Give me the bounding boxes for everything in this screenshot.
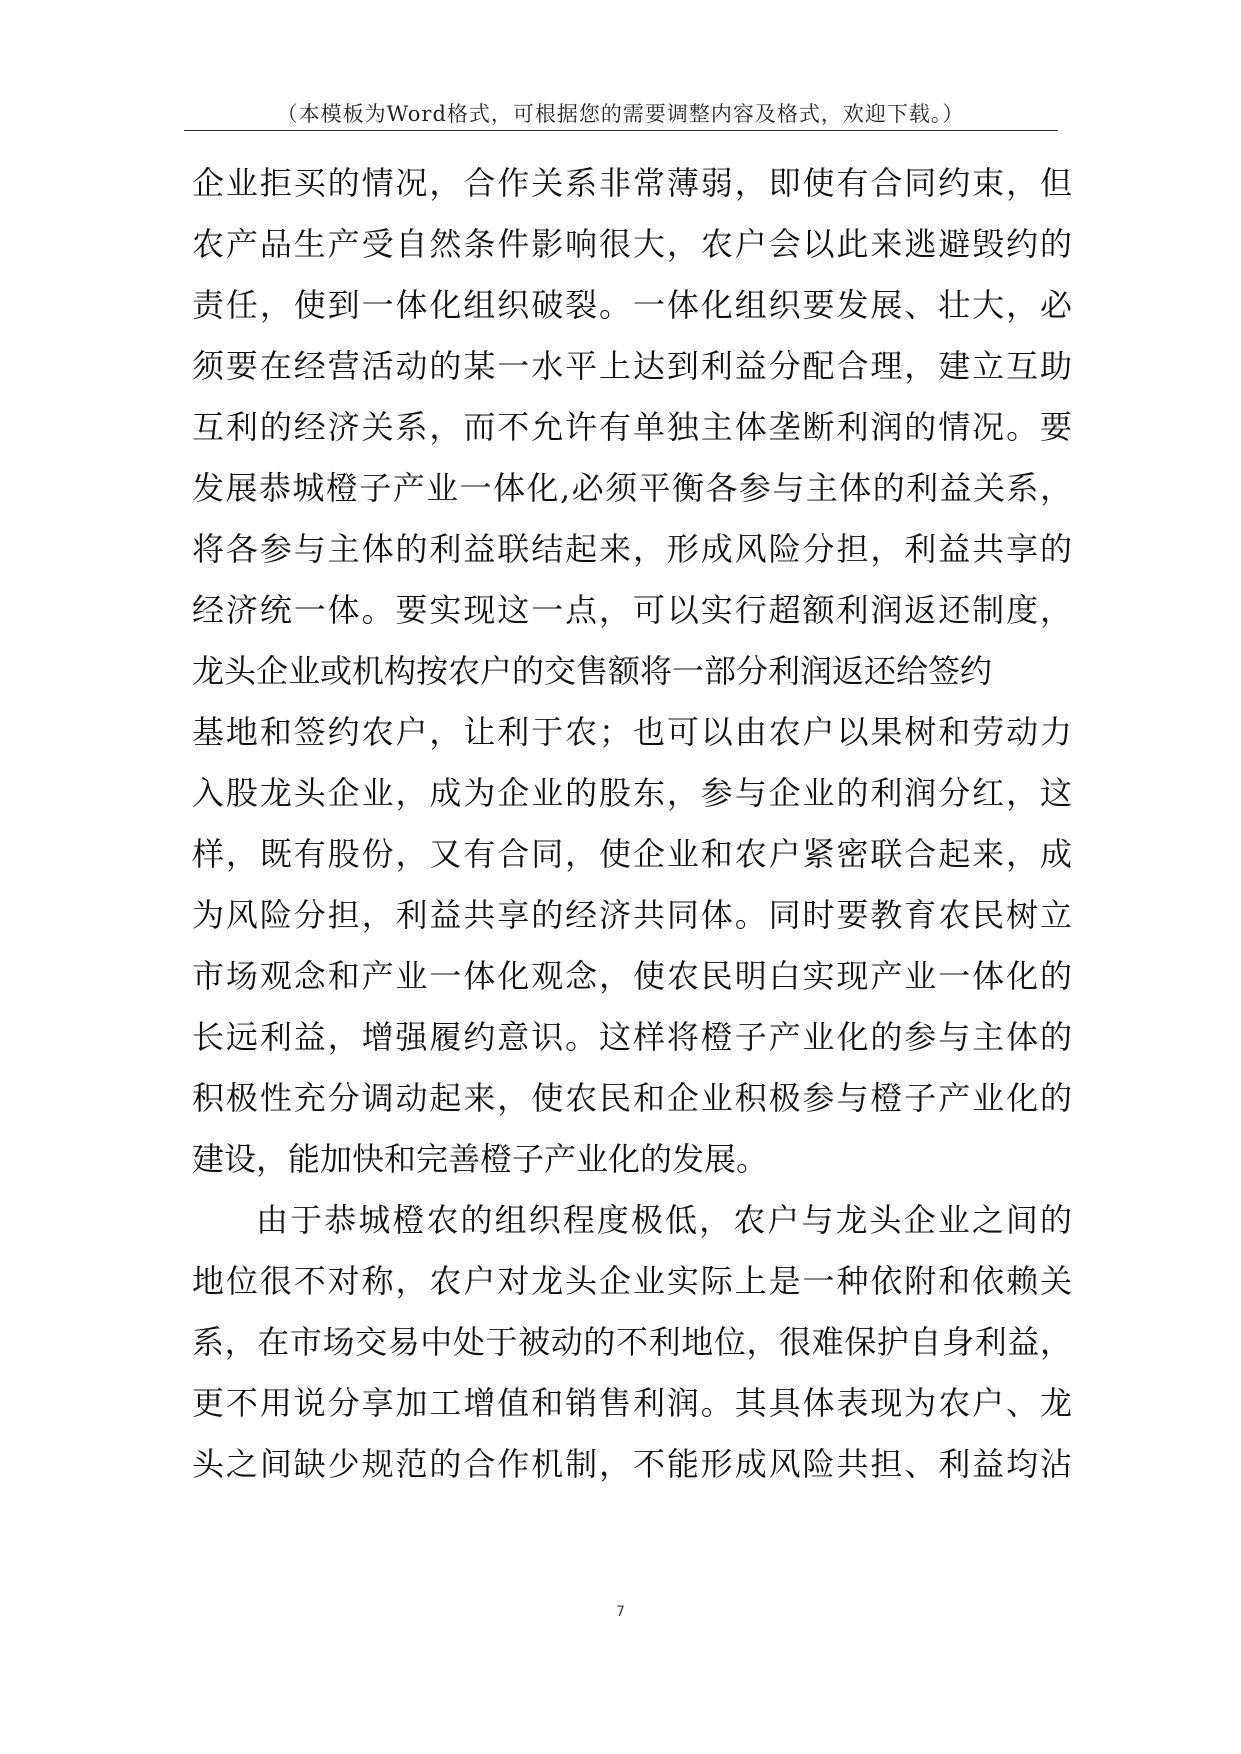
text-line: 市场观念和产业一体化观念，使农民明白实现产业一体化的 <box>192 957 1072 995</box>
text-line: 农产品生产受自然条件影响很大，农户会以此来逃避毁约的 <box>192 225 1072 263</box>
text-line: 系，在市场交易中处于被动的不利地位，很难保护自身利益， <box>192 1323 1072 1361</box>
text-line: 地位很不对称，农户对龙头企业实际上是一种依附和依赖关 <box>192 1262 1072 1300</box>
page-number: 7 <box>616 1604 625 1620</box>
header-divider <box>184 130 1058 131</box>
text-line: 更不用说分享加工增值和销售利润。其具体表现为农户、龙 <box>192 1384 1072 1422</box>
text-line: 建设，能加快和完善橙子产业化的发展。 <box>192 1140 769 1178</box>
text-line: 发展恭城橙子产业一体化,必须平衡各参与主体的利益关系， <box>192 469 1072 507</box>
text-line: 样，既有股份，又有合同，使企业和农户紧密联合起来，成 <box>192 835 1072 873</box>
text-line: 入股龙头企业，成为企业的股东，参与企业的利润分红，这 <box>192 774 1072 812</box>
text-line: 长远利益，增强履约意识。这样将橙子产业化的参与主体的 <box>192 1018 1072 1056</box>
text-line: 积极性充分调动起来，使农民和企业积极参与橙子产业化的 <box>192 1079 1072 1117</box>
text-line: 互利的经济关系，而不允许有单独主体垄断利润的情况。要 <box>192 408 1072 446</box>
text-line: 基地和签约农户，让利于农；也可以由农户以果树和劳动力 <box>192 713 1072 751</box>
template-note: （本模板为Word格式，可根据您的需要调整内容及格式，欢迎下载。） <box>276 102 965 126</box>
text-line: 将各参与主体的利益联结起来，形成风险分担，利益共享的 <box>192 530 1072 568</box>
text-line: 由于恭城橙农的组织程度极低，农户与龙头企业之间的 <box>256 1201 1072 1239</box>
text-line: 经济统一体。要实现这一点，可以实行超额利润返还制度， <box>192 591 1072 629</box>
text-line: 龙头企业或机构按农户的交售额将一部分利润返还给签约 <box>192 652 993 690</box>
text-line: 头之间缺少规范的合作机制，不能形成风险共担、利益均沾 <box>192 1445 1072 1483</box>
text-line: 企业拒买的情况，合作关系非常薄弱，即使有合同约束，但 <box>192 164 1072 202</box>
text-line: 责任，使到一体化组织破裂。一体化组织要发展、壮大，必 <box>192 286 1072 324</box>
text-line: 须要在经营活动的某一水平上达到利益分配合理，建立互助 <box>192 347 1072 385</box>
body-text <box>192 153 1072 1495</box>
text-line: 为风险分担，利益共享的经济共同体。同时要教育农民树立 <box>192 896 1072 934</box>
